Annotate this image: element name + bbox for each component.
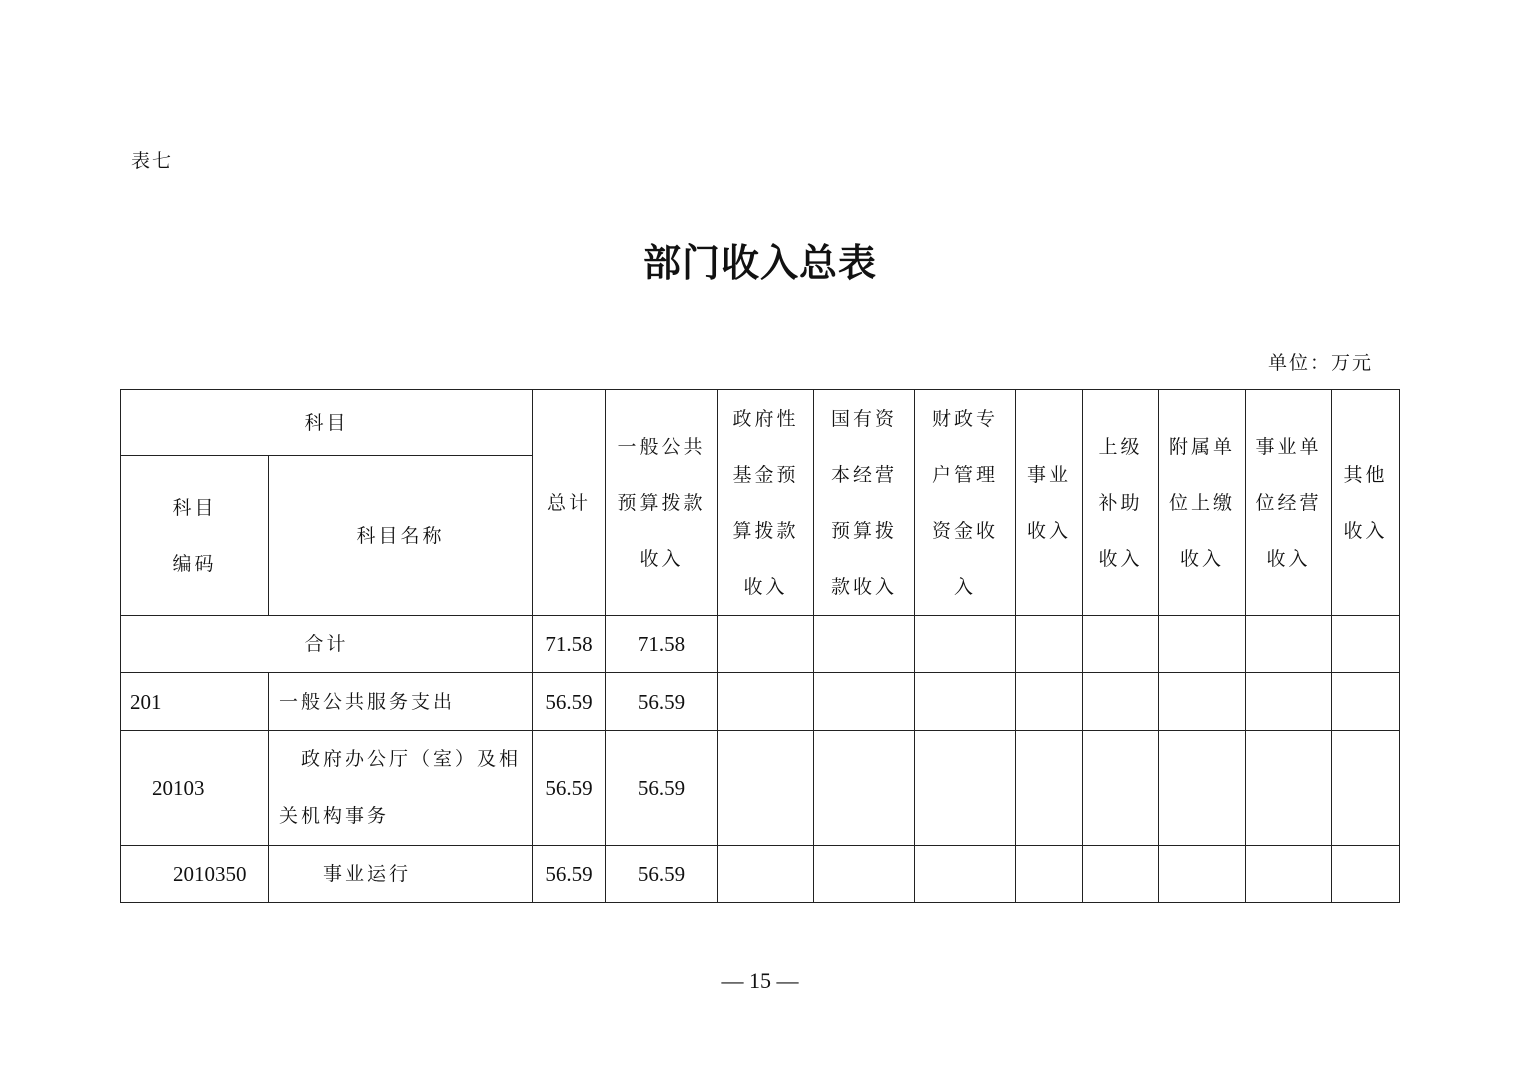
header-code-line2: 编码 xyxy=(172,552,217,575)
row-total: 56.59 xyxy=(533,846,606,903)
header-subject: 科目 xyxy=(121,390,533,456)
table-row xyxy=(121,846,1400,903)
header-code xyxy=(121,456,269,616)
total-value: 71.58 xyxy=(533,616,606,673)
total-label: 合计 xyxy=(121,616,533,673)
header-code-line1: 科目 xyxy=(172,496,217,519)
header-career-operating: 事业单位经营收入 xyxy=(1246,390,1332,616)
total-row xyxy=(121,616,1400,673)
header-state-capital: 国有资本经营预算拨款收入 xyxy=(814,390,915,616)
row-code: 201 xyxy=(121,673,269,731)
row-name: 一般公共服务支出 xyxy=(269,673,533,731)
row-general-budget: 56.59 xyxy=(606,731,718,846)
header-total: 总计 xyxy=(533,390,606,616)
row-general-budget: 56.59 xyxy=(606,846,718,903)
header-name: 科目名称 xyxy=(269,456,533,616)
row-code: 20103 xyxy=(121,731,269,846)
header-fiscal-special: 财政专户管理资金收入 xyxy=(915,390,1016,616)
row-total: 56.59 xyxy=(533,731,606,846)
row-name: 政府办公厅（室）及相关机构事务 xyxy=(269,731,533,846)
header-general-budget: 一般公共预算拨款收入 xyxy=(606,390,718,616)
income-summary-table xyxy=(120,389,1400,903)
unit-label: 单位：万元 xyxy=(1268,352,1374,374)
header-row-1 xyxy=(121,390,1400,456)
header-other-income: 其他收入 xyxy=(1332,390,1400,616)
row-total: 56.59 xyxy=(533,673,606,731)
total-general-budget: 71.58 xyxy=(606,616,718,673)
table-row xyxy=(121,731,1400,846)
table-row xyxy=(121,673,1400,731)
header-affiliated-income: 附属单位上缴收入 xyxy=(1159,390,1246,616)
document-title: 部门收入总表 xyxy=(642,240,877,285)
row-name: 事业运行 xyxy=(269,846,533,903)
header-gov-fund: 政府性基金预算拨款收入 xyxy=(718,390,814,616)
header-career-income: 事业收入 xyxy=(1016,390,1083,616)
page-number: — 15 — xyxy=(721,968,799,993)
table-number-label: 表七 xyxy=(131,150,174,172)
row-code: 2010350 xyxy=(121,846,269,903)
row-general-budget: 56.59 xyxy=(606,673,718,731)
header-superior-subsidy: 上级补助收入 xyxy=(1083,390,1159,616)
